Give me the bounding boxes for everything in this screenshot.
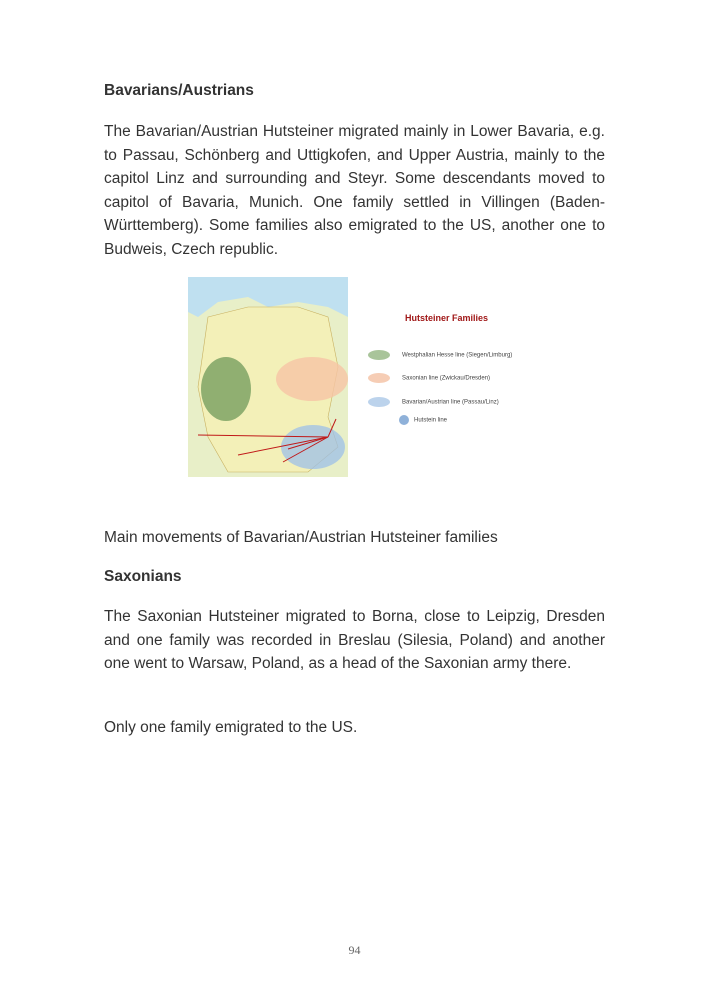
figure-caption: Main movements of Bavarian/Austrian Hutsteiner families	[104, 529, 498, 546]
paragraph-saxonians-us: Only one family emigrated to the US.	[104, 719, 358, 736]
section-heading-bavarians: Bavarians/Austrians	[104, 82, 254, 99]
section-heading-saxonians: Saxonians	[104, 568, 182, 585]
legend-title: Hutsteiner Families	[405, 313, 489, 323]
legend-item: Westphalian Hesse line (Siegen/Limburg)	[368, 350, 512, 360]
westphalian-area	[201, 357, 251, 421]
saxonian-area	[276, 357, 348, 401]
paragraph-saxonians: The Saxonian Hutsteiner migrated to Borna, close to Leipzig, Dresden and one family was recorded in Breslau (Silesia, Poland) and another one went to Warsaw, Poland, as a head of the Saxonian army there.	[104, 608, 605, 672]
legend-item: Bavarian/Austrian line (Passau/Linz)	[368, 397, 499, 407]
paragraph-bavarians: The Bavarian/Austrian Hutsteiner migrated mainly in Lower Bavaria, e.g. to Passau, Schönberg and Uttigkofen, and Upper Austria, mainly to the capitol Linz and surrounding and Steyr. Some descendants moved to capitol of Bavaria, Munich. One family settled in Villingen (Baden-Württemberg). Some families also emigrated to the US, another one to Budweis, Czech republic.	[104, 123, 605, 258]
legend-item: Hutstein line	[399, 415, 447, 425]
migration-map	[188, 277, 348, 477]
bavarian-area	[281, 425, 345, 469]
legend-item: Saxonian line (Zwickau/Dresden)	[368, 373, 490, 383]
page-number: 94	[348, 943, 361, 957]
